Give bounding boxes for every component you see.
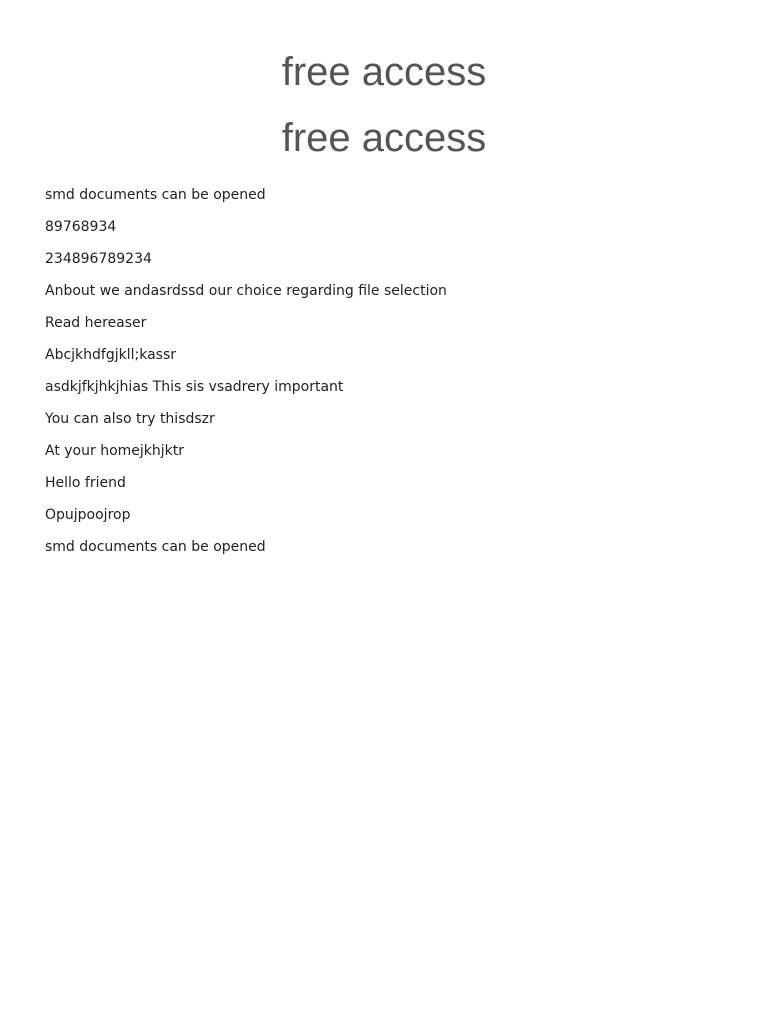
text-line: You can also try thisdszr bbox=[45, 411, 215, 427]
text-line: asdkjfkjhkjhias This sis vsadrery important bbox=[45, 379, 344, 395]
text-line: 89768934 bbox=[45, 219, 117, 235]
text-line: smd documents can be opened bbox=[45, 187, 266, 203]
text-line: Abcjkhdfgjkll;kassr bbox=[45, 347, 177, 363]
page-title-repeat: free access bbox=[281, 116, 487, 160]
text-line: Opujpoojrop bbox=[45, 507, 131, 523]
text-line: Hello friend bbox=[45, 475, 126, 491]
text-lines bbox=[45, 185, 745, 569]
text-line: Anbout we andasrdssd our choice regarding file selection bbox=[45, 283, 447, 299]
text-line: At your homejkhjktr bbox=[45, 443, 185, 459]
text-line: smd documents can be opened bbox=[45, 539, 266, 555]
text-line: 234896789234 bbox=[45, 251, 152, 267]
text-line: Read hereaser bbox=[45, 315, 147, 331]
page-title: free access bbox=[281, 50, 487, 94]
